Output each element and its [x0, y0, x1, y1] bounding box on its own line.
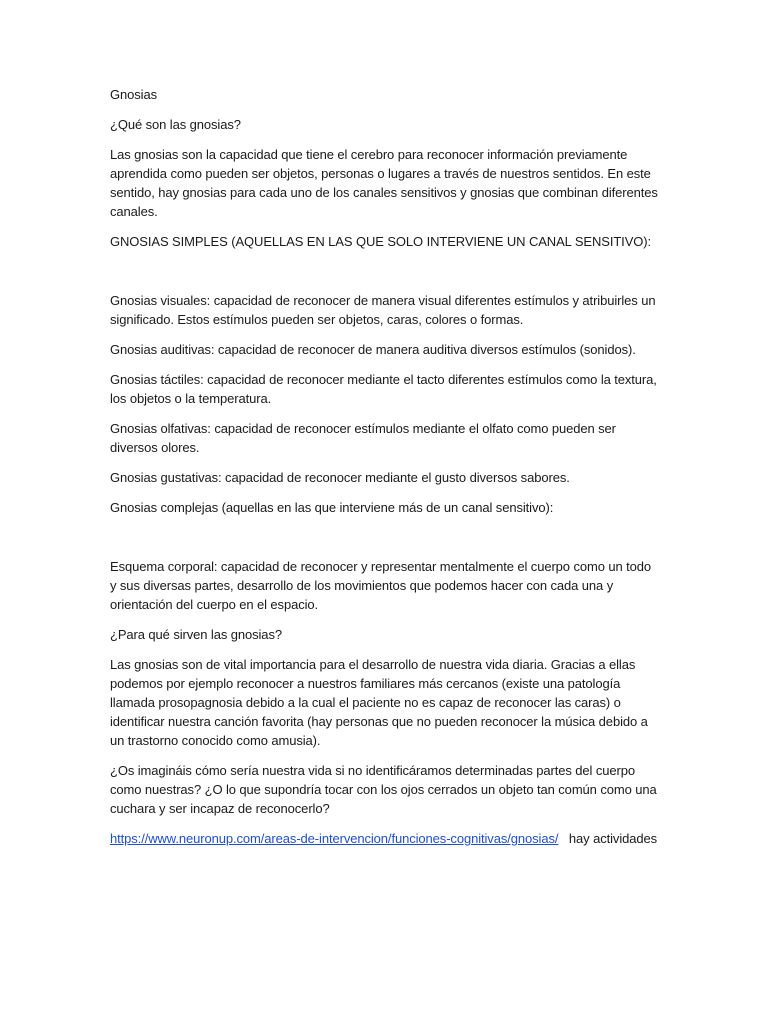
document-title: Gnosias	[110, 87, 157, 102]
heading-what-for: ¿Para qué sirven las gnosias?	[110, 627, 282, 642]
tactile-gnosias-paragraph: Gnosias táctiles: capacidad de reconocer mediante el tacto diferentes estímulos como la textura, los objetos o la temperatura.	[110, 372, 657, 406]
olfactory-gnosias-paragraph: Gnosias olfativas: capacidad de reconocer estímulos mediante el olfato como pueden ser diversos olores.	[110, 421, 616, 455]
neuronup-link[interactable]: https://www.neuronup.com/areas-de-intervencion/funciones-cognitivas/gnosias/	[110, 831, 559, 846]
complex-gnosias-heading: Gnosias complejas (aquellas en las que interviene más de un canal sensitivo):	[110, 500, 554, 515]
simple-gnosias-heading: GNOSIAS SIMPLES (AQUELLAS EN LAS QUE SOLO INTERVIENE UN CANAL SENSITIVO):	[110, 234, 652, 249]
link-paragraph	[110, 829, 660, 848]
visual-gnosias-paragraph: Gnosias visuales: capacidad de reconocer de manera visual diferentes estímulos y atribuirles un significado. Estos estímulos pueden ser objetos, caras, colores o formas.	[110, 293, 656, 327]
link-suffix-text: hay actividades	[568, 831, 658, 846]
gustatory-gnosias-paragraph: Gnosias gustativas: capacidad de reconocer mediante el gusto diversos sabores.	[110, 470, 570, 485]
body-schema-paragraph: Esquema corporal: capacidad de reconocer y representar mentalmente el cuerpo como un todo y sus diversas partes, desarrollo de los movimientos que podemos hacer con cada una y orientación del cuerpo en el espacio.	[110, 559, 652, 612]
intro-paragraph: Las gnosias son la capacidad que tiene el cerebro para reconocer información previamente aprendida como pueden ser objetos, personas o lugares a través de nuestros sentidos. En este sentido, hay gnosias para cada uno de los canales sensitivos y gnosias que combinan diferentes canales.	[110, 147, 658, 219]
importance-paragraph: Las gnosias son de vital importancia para el desarrollo de nuestra vida diaria. Gracias a ellas podemos por ejemplo reconocer a nuestros familiares más cercanos (existe una patología llamada prosopagnosia debido a la cual el paciente no es capaz de reconocer las caras) o identificar nuestra canción favorita (hay personas que no pueden reconocer la música debido a un trastorno conocido como amusia).	[110, 657, 648, 748]
heading-what-are-gnosias: ¿Qué son las gnosias?	[110, 117, 241, 132]
document-body	[110, 85, 660, 859]
auditory-gnosias-paragraph: Gnosias auditivas: capacidad de reconocer de manera auditiva diversos estímulos (sonidos).	[110, 342, 636, 357]
question-paragraph: ¿Os imagináis cómo sería nuestra vida si no identificáramos determinadas partes del cuerpo como nuestras? ¿O lo que supondría tocar con los ojos cerrados un objeto tan común como una cuchara y ser incapaz de reconocerlo?	[110, 763, 657, 816]
